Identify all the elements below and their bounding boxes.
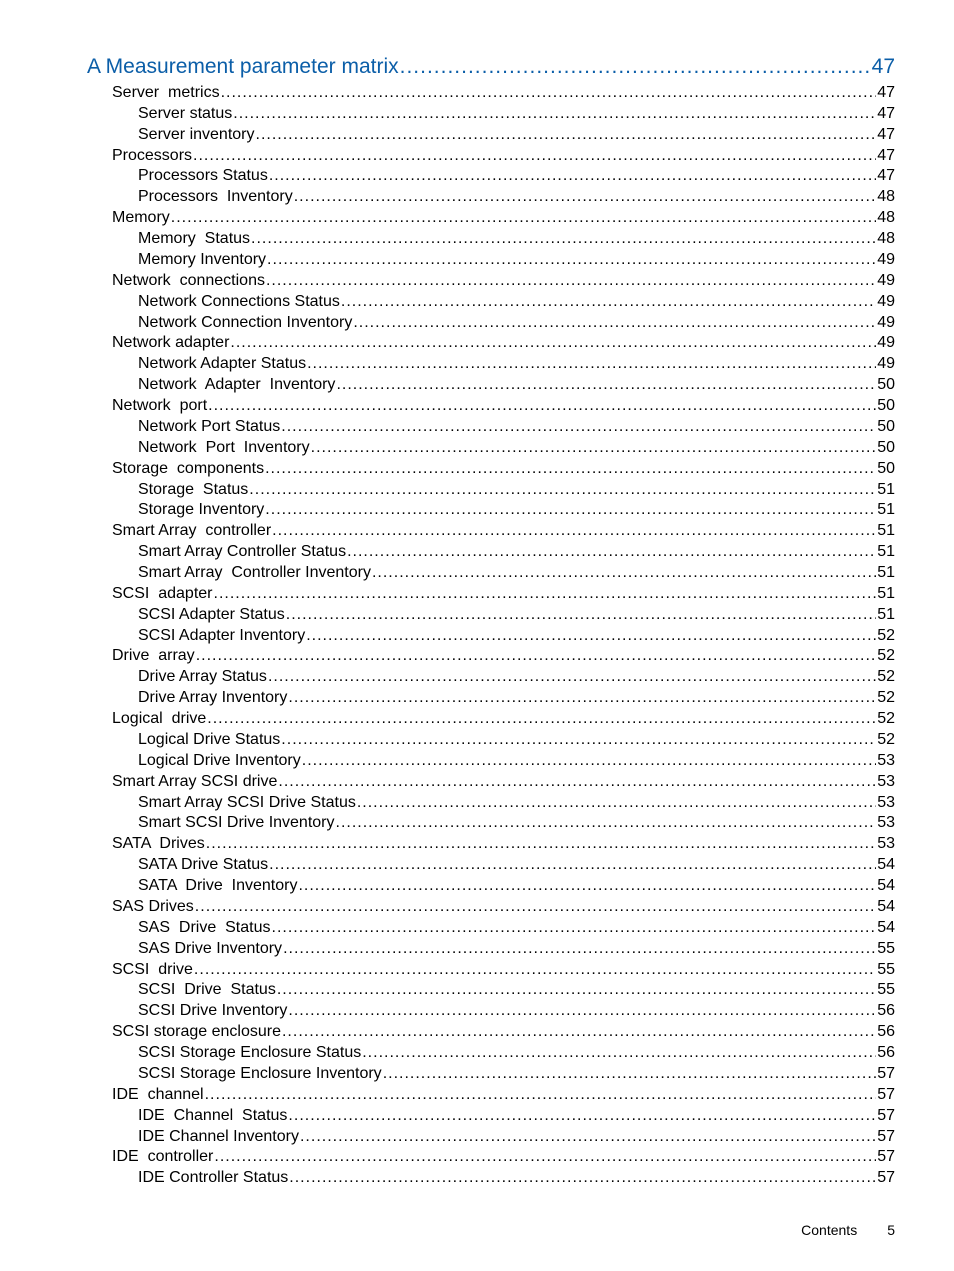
leader-dots xyxy=(306,627,876,645)
toc-subsection-entry[interactable] xyxy=(138,167,895,188)
toc-entry-label: SCSI Storage Enclosure Inventory xyxy=(138,1064,382,1082)
leader-dots xyxy=(267,251,876,269)
toc-entry-label: Smart Array Controller Inventory xyxy=(138,564,371,581)
leader-dots xyxy=(283,940,876,958)
leader-dots xyxy=(230,334,876,352)
toc-subsection-entry[interactable] xyxy=(138,877,895,898)
leader-dots xyxy=(307,355,876,373)
leader-dots xyxy=(281,418,876,436)
toc-subsection-entry[interactable] xyxy=(138,188,895,209)
toc-entry-page: 57 xyxy=(877,1127,895,1145)
footer-section-name: Contents xyxy=(801,1222,858,1238)
toc-entry-page: 51 xyxy=(877,564,895,581)
toc-section-entry[interactable] xyxy=(112,209,895,230)
toc-entry-page: 51 xyxy=(877,543,895,561)
toc-entry-label: Network Adapter Inventory xyxy=(138,376,336,394)
toc-entry-page: 50 xyxy=(877,397,895,415)
leader-dots xyxy=(289,1169,876,1187)
toc-entry-page: 49 xyxy=(877,355,895,373)
leader-dots xyxy=(265,460,876,478)
toc-entry-page: 53 xyxy=(877,835,895,853)
toc-section-entry[interactable] xyxy=(112,397,895,418)
toc-entry-label: Memory Status xyxy=(138,230,251,248)
toc-entry-page: 50 xyxy=(877,417,895,435)
toc-entry-label: Storage components xyxy=(112,459,265,477)
toc-entry-page: 47 xyxy=(877,104,895,122)
leader-dots xyxy=(300,1128,876,1146)
leader-dots xyxy=(353,314,876,332)
leader-dots xyxy=(400,55,871,79)
toc-entry-label: Logical Drive Status xyxy=(138,730,281,748)
toc-entry-label: Network connections xyxy=(112,271,265,289)
toc-subsection-entry[interactable] xyxy=(138,1128,895,1149)
toc-entry-page: 56 xyxy=(877,1002,895,1020)
toc-subsection-entry[interactable] xyxy=(138,919,895,940)
toc-entry-label: SATA Drive Inventory xyxy=(138,877,298,895)
toc-entry-page: 50 xyxy=(877,459,895,477)
toc-section-entry[interactable] xyxy=(112,147,895,168)
leader-dots xyxy=(383,1065,877,1083)
toc-entry-label: Network Connections Status xyxy=(138,292,340,310)
footer-page-number: 5 xyxy=(887,1222,895,1238)
toc-entry-label: Network Adapter Status xyxy=(138,355,307,373)
toc-section-entry[interactable] xyxy=(112,898,895,919)
toc-entry-label: SATA Drives xyxy=(112,835,205,853)
toc-chapter-page: 47 xyxy=(871,55,895,78)
toc-entry-page: 52 xyxy=(877,710,895,728)
toc-section-entry[interactable] xyxy=(112,1023,895,1044)
toc-section-entry[interactable] xyxy=(112,647,895,668)
toc-entry-page: 52 xyxy=(877,730,895,748)
toc-entry-page: 53 xyxy=(877,751,895,769)
leader-dots xyxy=(268,668,876,686)
toc-entry-label: Logical Drive Inventory xyxy=(138,751,301,769)
toc-entry-page: 47 xyxy=(877,84,895,101)
toc-section-entry[interactable] xyxy=(112,334,895,355)
toc-entry-page: 51 xyxy=(877,480,895,498)
toc-entry-page: 54 xyxy=(877,897,895,915)
toc-entry-page: 56 xyxy=(877,1023,895,1041)
toc-section-entry[interactable] xyxy=(112,84,895,105)
toc-section-entry[interactable] xyxy=(112,460,895,481)
leader-dots xyxy=(272,522,876,540)
toc-entry-label: Storage Inventory xyxy=(138,501,265,519)
toc-entry-label: IDE channel xyxy=(112,1085,204,1103)
toc-entry-page: 52 xyxy=(877,668,895,686)
leader-dots xyxy=(294,188,876,206)
leader-dots xyxy=(205,1086,877,1104)
toc-entry-label: Smart SCSI Drive Inventory xyxy=(138,814,335,832)
toc-subsection-entry[interactable] xyxy=(138,606,895,627)
toc-entry-label: Processors Status xyxy=(138,167,268,185)
toc-subsection-entry[interactable] xyxy=(138,1169,895,1190)
toc-subsection-entry[interactable] xyxy=(138,230,895,251)
toc-entry-label: IDE Controller Status xyxy=(138,1169,289,1187)
toc-entry-label: Smart Array SCSI drive xyxy=(112,772,278,790)
leader-dots xyxy=(298,877,876,895)
toc-chapter-title: A Measurement parameter matrix xyxy=(87,55,399,78)
toc-entry-page: 48 xyxy=(877,230,895,248)
toc-subsection-entry[interactable] xyxy=(138,481,895,502)
toc-section-entry[interactable] xyxy=(112,773,895,794)
toc-entry-page: 54 xyxy=(877,856,895,874)
toc-section-entry[interactable] xyxy=(112,1086,895,1107)
toc-entry-label: IDE Channel Status xyxy=(138,1106,288,1124)
leader-dots xyxy=(336,376,876,394)
toc-entry-label: Memory xyxy=(112,209,170,227)
toc-entry-label: SAS Drives xyxy=(112,897,194,915)
leader-dots xyxy=(249,481,876,499)
toc-entry-label: Network Port Inventory xyxy=(138,438,310,456)
toc-entry-label: Smart Array controller xyxy=(112,522,272,540)
toc-entry-label: Drive array xyxy=(112,647,195,665)
toc-entry-page: 55 xyxy=(877,960,895,978)
toc-entry-page: 49 xyxy=(877,292,895,310)
toc-entry-label: Server metrics xyxy=(112,84,220,101)
leader-dots xyxy=(196,647,877,665)
toc-section-entry[interactable] xyxy=(112,710,895,731)
toc-entry-label: IDE controller xyxy=(112,1148,214,1166)
toc-entry-page: 56 xyxy=(877,1044,895,1062)
leader-dots xyxy=(208,397,876,415)
leader-dots xyxy=(265,501,876,519)
toc-subsection-entry[interactable] xyxy=(138,940,895,961)
toc-entry-page: 55 xyxy=(877,981,895,999)
leader-dots xyxy=(269,167,876,185)
toc-entry-label: SAS Drive Status xyxy=(138,918,271,936)
toc-entry-page: 50 xyxy=(877,376,895,394)
leader-dots xyxy=(357,794,876,812)
toc-entry-label: SAS Drive Inventory xyxy=(138,939,283,957)
toc-subsection-entry[interactable] xyxy=(138,501,895,522)
leader-dots xyxy=(251,230,876,248)
leader-dots xyxy=(372,564,876,582)
toc-entry-page: 49 xyxy=(877,271,895,289)
toc-subsection-entry[interactable] xyxy=(138,355,895,376)
toc-subsection-entry[interactable] xyxy=(138,1065,895,1086)
toc-entry-label: Storage Status xyxy=(138,480,249,498)
toc-subsection-entry[interactable] xyxy=(138,981,895,1002)
toc-entry-page: 50 xyxy=(877,438,895,456)
toc-subsection-entry[interactable] xyxy=(138,752,895,773)
toc-subsection-entry[interactable] xyxy=(138,627,895,648)
leader-dots xyxy=(281,731,876,749)
toc-section-entry[interactable] xyxy=(112,585,895,606)
toc-subsection-entry[interactable] xyxy=(138,293,895,314)
toc-section-entry[interactable] xyxy=(112,522,895,543)
toc-subsection-entry[interactable] xyxy=(138,731,895,752)
toc-entry-page: 48 xyxy=(877,209,895,227)
leader-dots xyxy=(207,710,876,728)
toc-subsection-entry[interactable] xyxy=(138,543,895,564)
leader-dots xyxy=(171,209,876,227)
leader-dots xyxy=(341,293,876,311)
leader-dots xyxy=(282,1023,876,1041)
toc-section-entry[interactable] xyxy=(112,1148,895,1169)
toc-subsection-entry[interactable] xyxy=(138,126,895,147)
leader-dots xyxy=(277,981,876,999)
toc-subsection-entry[interactable] xyxy=(138,418,895,439)
toc-entry-page: 48 xyxy=(877,188,895,206)
toc-entry-label: Server inventory xyxy=(138,125,255,143)
toc-entry-label: IDE Channel Inventory xyxy=(138,1127,299,1145)
toc-entry-label: Server status xyxy=(138,104,233,122)
toc-section-entry[interactable] xyxy=(112,835,895,856)
leader-dots xyxy=(195,898,876,916)
toc-entry-page: 47 xyxy=(877,125,895,143)
toc-subsection-entry[interactable] xyxy=(138,1002,895,1023)
toc-entry-page: 57 xyxy=(877,1064,895,1082)
toc-entry-page: 47 xyxy=(877,167,895,185)
toc-entry-page: 54 xyxy=(877,877,895,895)
toc-entry-label: Drive Array Inventory xyxy=(138,689,288,707)
toc-entry-page: 55 xyxy=(877,939,895,957)
toc-entry-page: 51 xyxy=(877,501,895,519)
toc-entry-page: 49 xyxy=(877,313,895,331)
leader-dots xyxy=(311,439,877,457)
leader-dots xyxy=(266,272,876,290)
toc-subsection-entry[interactable] xyxy=(138,689,895,710)
toc-entry-label: Memory Inventory xyxy=(138,250,267,268)
toc-entry-label: SCSI Adapter Inventory xyxy=(138,626,306,644)
toc-entry-label: SCSI storage enclosure xyxy=(112,1023,281,1041)
toc-entry-label: SCSI drive xyxy=(112,960,193,978)
leader-dots xyxy=(288,689,876,707)
toc-subsection-entry[interactable] xyxy=(138,314,895,335)
leader-dots xyxy=(256,126,877,144)
toc-entry-page: 47 xyxy=(877,146,895,164)
toc-subsection-entry[interactable] xyxy=(138,668,895,689)
leader-dots xyxy=(194,961,876,979)
toc-entry-label: Smart Array Controller Status xyxy=(138,543,347,561)
toc-entry-label: Network Port Status xyxy=(138,417,281,435)
toc-entry-label: SCSI Drive Status xyxy=(138,981,276,999)
toc-entry-label: Processors xyxy=(112,146,193,164)
toc-entry-label: Smart Array SCSI Drive Status xyxy=(138,793,356,811)
toc-subsection-entry[interactable] xyxy=(138,794,895,815)
toc-entry-page: 53 xyxy=(877,793,895,811)
leader-dots xyxy=(362,1044,876,1062)
toc-subsection-entry[interactable] xyxy=(138,105,895,126)
toc-subsection-entry[interactable] xyxy=(138,1044,895,1065)
toc-section-entry[interactable] xyxy=(112,961,895,982)
toc-entry-page: 53 xyxy=(877,814,895,832)
toc-entry-page: 54 xyxy=(877,918,895,936)
toc-entry-page: 52 xyxy=(877,689,895,707)
toc-subsection-entry[interactable] xyxy=(138,1107,895,1128)
leader-dots xyxy=(288,1002,876,1020)
toc-entry-label: Processors Inventory xyxy=(138,188,293,206)
leader-dots xyxy=(302,752,876,770)
toc-entry-label: SCSI adapter xyxy=(112,584,213,602)
toc-entry-page: 49 xyxy=(877,334,895,352)
toc-entry-page: 57 xyxy=(877,1085,895,1103)
toc-chapter-entry[interactable] xyxy=(87,55,895,85)
toc-entry-label: SCSI Adapter Status xyxy=(138,605,285,623)
toc-entry-page: 51 xyxy=(877,605,895,623)
toc-entry-page: 53 xyxy=(877,772,895,790)
leader-dots xyxy=(214,1148,876,1166)
leader-dots xyxy=(193,147,876,165)
leader-dots xyxy=(206,835,876,853)
toc-entry-label: Drive Array Status xyxy=(138,668,267,686)
toc-subsection-entry[interactable] xyxy=(138,856,895,877)
toc-entry-page: 57 xyxy=(877,1106,895,1124)
toc-entry-label: Logical drive xyxy=(112,710,207,728)
leader-dots xyxy=(336,814,877,832)
leader-dots xyxy=(233,105,876,123)
toc-entry-page: 51 xyxy=(877,584,895,602)
toc-entry-page: 57 xyxy=(877,1148,895,1166)
toc-subsection-entry[interactable] xyxy=(138,564,895,585)
toc-entry-label: SCSI Storage Enclosure Status xyxy=(138,1044,362,1062)
toc-entry-page: 52 xyxy=(877,626,895,644)
toc-section-entry[interactable] xyxy=(112,272,895,293)
leader-dots xyxy=(272,919,877,937)
leader-dots xyxy=(288,1107,876,1125)
leader-dots xyxy=(278,773,876,791)
toc-subsection-entry[interactable] xyxy=(138,814,895,835)
leader-dots xyxy=(221,84,877,102)
toc-subsection-entry[interactable] xyxy=(138,439,895,460)
toc-entry-label: Network Connection Inventory xyxy=(138,313,353,331)
leader-dots xyxy=(269,856,876,874)
toc-subsection-entry[interactable] xyxy=(138,251,895,272)
leader-dots xyxy=(214,585,877,603)
toc-entry-label: Network port xyxy=(112,397,208,415)
toc-entry-page: 51 xyxy=(877,522,895,540)
toc-entry-label: Network adapter xyxy=(112,334,230,352)
toc-entry-page: 49 xyxy=(877,250,895,268)
page-footer xyxy=(801,1222,895,1238)
leader-dots xyxy=(347,543,876,561)
toc-entry-page: 57 xyxy=(877,1169,895,1187)
toc-entry-label: SATA Drive Status xyxy=(138,856,269,874)
toc-subsection-entry[interactable] xyxy=(138,376,895,397)
leader-dots xyxy=(286,606,876,624)
toc-entry-page: 52 xyxy=(877,647,895,665)
toc-entry-label: SCSI Drive Inventory xyxy=(138,1002,288,1020)
